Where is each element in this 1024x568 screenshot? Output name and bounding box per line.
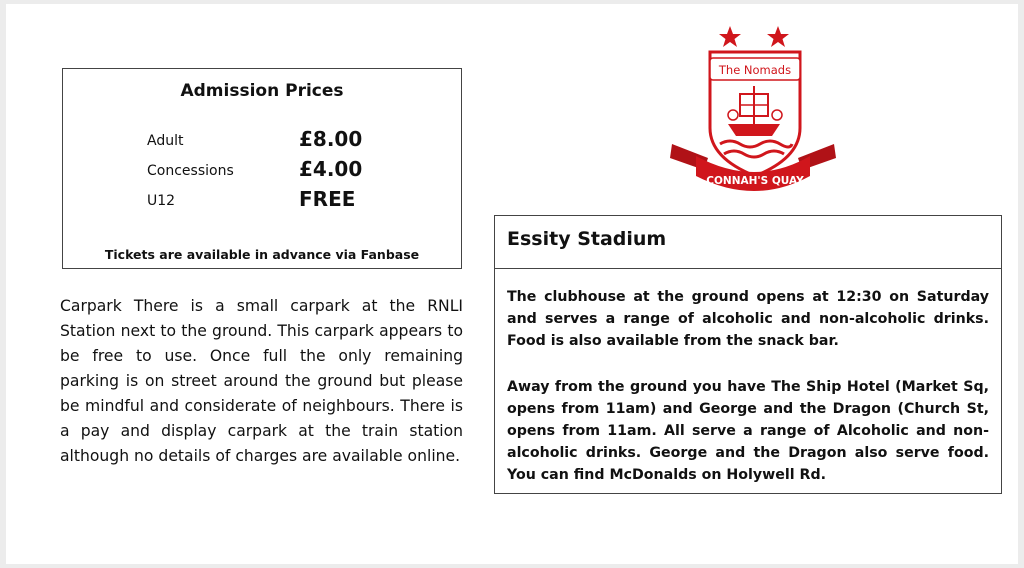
crest-top-text: The Nomads bbox=[718, 63, 792, 77]
page bbox=[6, 4, 1018, 564]
star-icon bbox=[767, 26, 789, 47]
club-crest-icon bbox=[668, 18, 838, 198]
star-icon bbox=[719, 26, 741, 47]
crest-banner-text: CONNAH'S QUAY bbox=[706, 175, 804, 187]
stadium-title: Essity Stadium bbox=[507, 228, 667, 250]
stadium-info-box bbox=[494, 215, 1002, 494]
stadium-paragraph-pubs: Away from the ground you have The Ship Hotel (Market Sq, opens from 11am) and George and the Dragon (Church St, opens from 11am. All serve a range of Alcoholic and non-alcoholic drinks. George and the Dragon also serve food. You can find McDonalds on Holywell Rd. bbox=[507, 379, 989, 483]
price-label: Concessions bbox=[147, 163, 234, 179]
tickets-note: Tickets are available in advance via Fanbase bbox=[104, 247, 420, 262]
price-label: Adult bbox=[147, 133, 184, 149]
price-value: £4.00 bbox=[299, 157, 363, 181]
divider bbox=[495, 268, 1001, 269]
admission-prices-box bbox=[62, 68, 462, 269]
price-row-adult bbox=[147, 127, 407, 157]
price-value: £8.00 bbox=[299, 127, 363, 151]
price-label: U12 bbox=[147, 193, 176, 209]
admission-title: Admission Prices bbox=[180, 81, 344, 101]
carpark-paragraph: Carpark There is a small carpark at the RNLI Station next to the ground. This carpark appears to be free to use. Once full the only remaining parking is on street around the ground but please be mindful and considerate of neighbours. There is a pay and display carpark at the train station although no details of charges are available online. bbox=[60, 297, 463, 465]
price-row-u12 bbox=[147, 187, 407, 217]
stadium-paragraph-clubhouse: The clubhouse at the ground opens at 12:30 on Saturday and serves a range of alcoholic and non-alcoholic drinks. Food is also available from the snack bar. bbox=[507, 289, 989, 349]
price-row-concessions bbox=[147, 157, 407, 187]
price-value: FREE bbox=[299, 187, 356, 211]
